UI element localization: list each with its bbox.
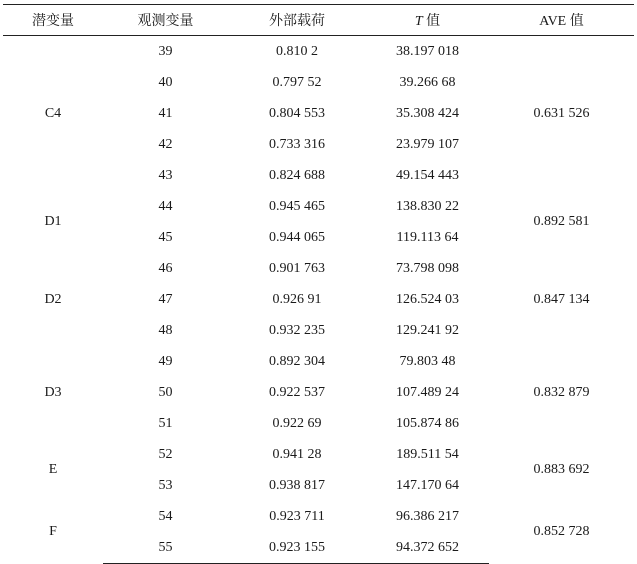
- outer-loading-cell: 0.922 69: [272, 415, 322, 431]
- outer-loading-cell: 0.926 91: [272, 291, 322, 307]
- t-value-cell: 94.372 652: [366, 532, 489, 564]
- outer-loading-cell: 0.824 688: [269, 167, 325, 183]
- observed-variable-cell: 50: [158, 384, 173, 400]
- t-value-cell: 126.524 03: [396, 291, 459, 307]
- table-header: [3, 5, 634, 36]
- t-value-cell: 79.803 48: [399, 353, 456, 369]
- t-value-cell: 23.979 107: [396, 136, 459, 152]
- t-value-cell: 129.241 92: [396, 322, 459, 338]
- observed-variable-cell: 55: [103, 532, 228, 564]
- table-body: [3, 36, 634, 564]
- t-value-cell: 147.170 64: [396, 477, 459, 493]
- t-value-cell: 73.798 098: [396, 260, 459, 276]
- header-ave: AVE 值: [489, 5, 634, 36]
- measurement-table: [3, 4, 634, 564]
- table-row: [3, 253, 634, 284]
- outer-loading-cell: 0.923 155: [228, 532, 366, 564]
- observed-variable-cell: 49: [158, 353, 173, 369]
- observed-variable-cell: 39: [158, 43, 173, 59]
- t-value-cell: 35.308 424: [396, 105, 459, 121]
- ave-value-cell: 0.892 581: [533, 214, 590, 229]
- t-value-cell: 107.489 24: [396, 384, 459, 400]
- ave-value-cell: 0.883 692: [533, 462, 590, 477]
- latent-variable-cell: D3: [44, 384, 62, 400]
- latent-variable-cell: D2: [44, 291, 62, 307]
- t-value-cell: 38.197 018: [396, 43, 459, 59]
- outer-loading-cell: 0.941 28: [272, 446, 322, 462]
- header-loading: 外部载荷: [228, 5, 366, 36]
- outer-loading-cell: 0.797 52: [272, 74, 322, 90]
- table-row: [3, 346, 634, 377]
- latent-variable-cell: D1: [44, 214, 62, 229]
- outer-loading-cell: 0.944 065: [269, 229, 325, 245]
- observed-variable-cell: 53: [158, 477, 173, 493]
- t-value-cell: 189.511 54: [396, 446, 459, 462]
- observed-variable-cell: 52: [158, 446, 173, 462]
- t-value-cell: 96.386 217: [396, 508, 459, 524]
- outer-loading-cell: 0.932 235: [269, 322, 325, 338]
- observed-variable-cell: 40: [158, 74, 173, 90]
- header-row: [3, 5, 634, 36]
- outer-loading-cell: 0.922 537: [269, 384, 325, 400]
- outer-loading-cell: 0.938 817: [269, 477, 325, 493]
- outer-loading-cell: 0.810 2: [276, 43, 318, 59]
- observed-variable-cell: 44: [158, 198, 173, 214]
- header-t-suffix: 值: [422, 14, 441, 29]
- ave-value-cell: 0.631 526: [533, 105, 590, 121]
- latent-variable-cell: C4: [44, 105, 62, 121]
- outer-loading-cell: 0.901 763: [269, 260, 325, 276]
- outer-loading-cell: 0.804 553: [269, 105, 325, 121]
- ave-value-cell: 0.847 134: [533, 291, 590, 307]
- outer-loading-cell: 0.892 304: [269, 353, 325, 369]
- observed-variable-cell: 54: [158, 508, 173, 524]
- observed-variable-cell: 47: [158, 291, 173, 307]
- observed-variable-cell: 51: [158, 415, 173, 431]
- table-row: [3, 439, 634, 470]
- latent-variable-cell: E: [48, 462, 58, 477]
- observed-variable-cell: 42: [158, 136, 173, 152]
- observed-variable-cell: 41: [158, 105, 173, 121]
- t-value-cell: 119.113 64: [396, 229, 459, 245]
- outer-loading-cell: 0.733 316: [269, 136, 325, 152]
- table-row: [3, 501, 634, 532]
- header-t-value: [366, 5, 489, 36]
- t-value-cell: 49.154 443: [396, 167, 459, 183]
- observed-variable-cell: 48: [158, 322, 173, 338]
- ave-value-cell: 0.832 879: [533, 384, 590, 400]
- observed-variable-cell: 46: [158, 260, 173, 276]
- t-value-cell: 105.874 86: [396, 415, 459, 431]
- table-row: [3, 36, 634, 68]
- header-t-prefix: T: [414, 14, 423, 29]
- header-observed: 观测变量: [103, 5, 228, 36]
- table-row: [3, 191, 634, 222]
- t-value-cell: 39.266 68: [399, 74, 456, 90]
- ave-value-cell: 0.852 728: [533, 524, 590, 540]
- header-latent: 潜变量: [3, 5, 103, 36]
- outer-loading-cell: 0.945 465: [269, 198, 325, 214]
- observed-variable-cell: 43: [158, 167, 173, 183]
- observed-variable-cell: 45: [158, 229, 173, 245]
- t-value-cell: 138.830 22: [396, 198, 459, 214]
- outer-loading-cell: 0.923 711: [269, 508, 325, 524]
- latent-variable-cell: F: [49, 524, 57, 540]
